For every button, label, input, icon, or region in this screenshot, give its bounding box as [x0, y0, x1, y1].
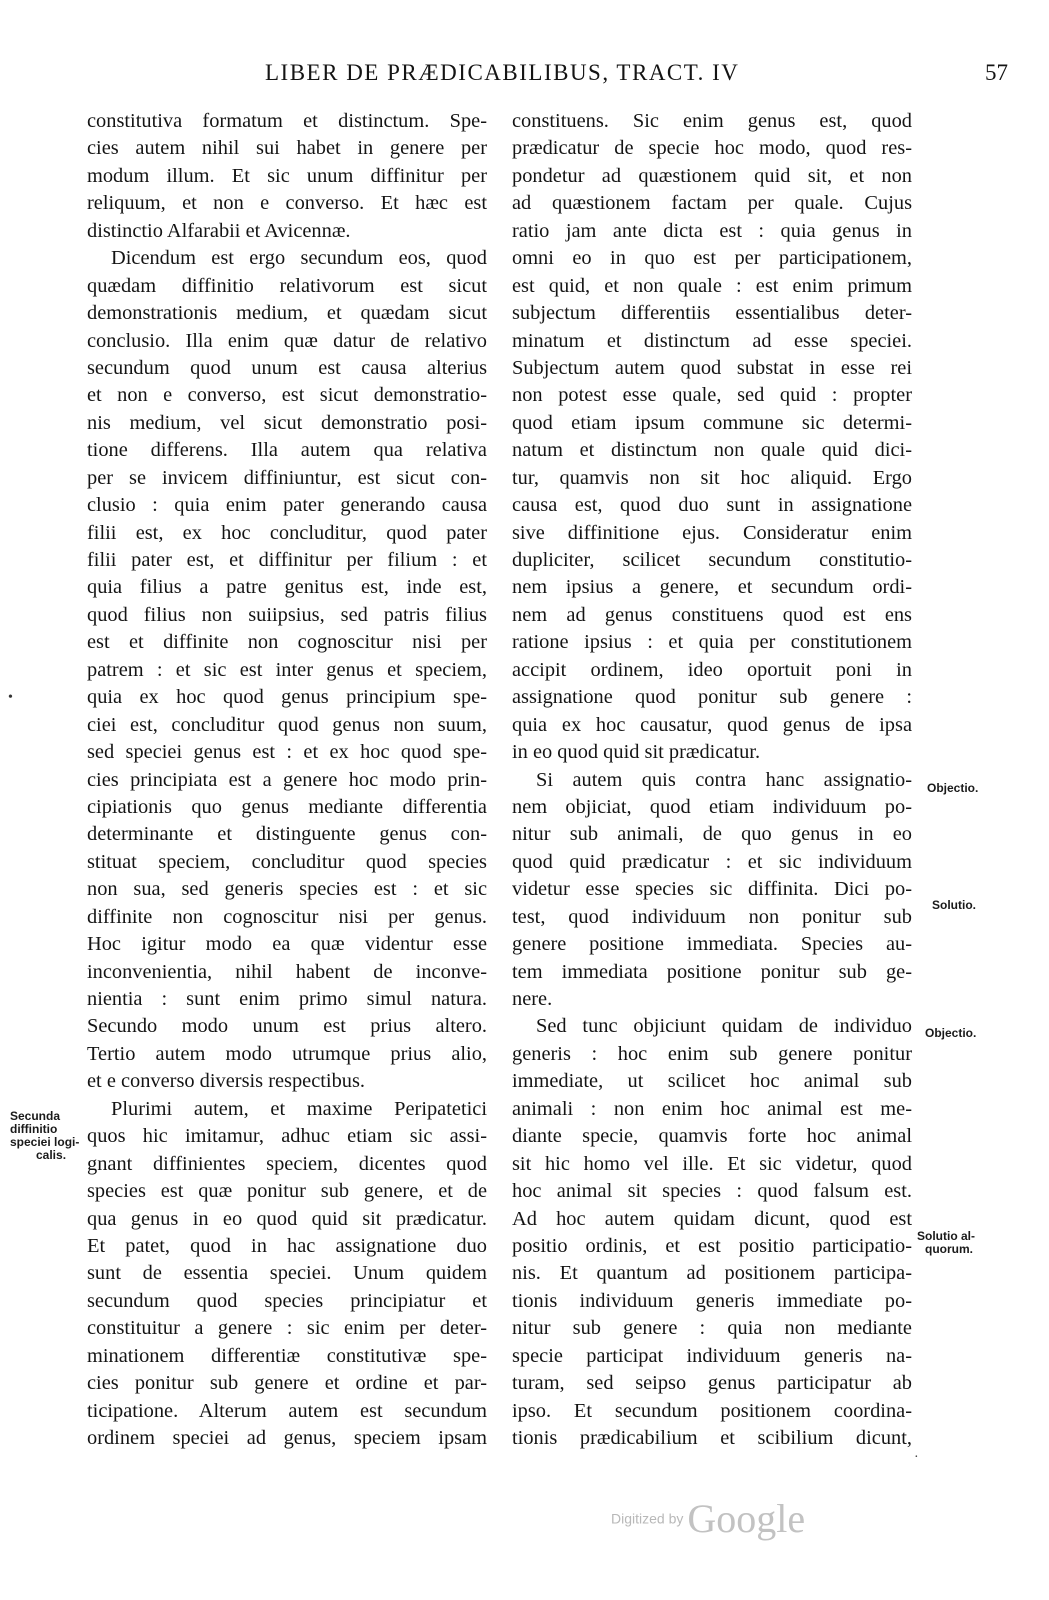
text-line: ticipatione. Alterum autem est secundum — [87, 1399, 487, 1422]
text-line: Sed tunc objiciunt quidam de individuo — [536, 1015, 912, 1038]
page-number: 57 — [985, 60, 1008, 85]
text-line: ordinem speciei ad genus, speciem ipsam — [87, 1427, 487, 1449]
text-line: test, quod individuum non ponitur sub — [512, 905, 912, 928]
text-line: immediate, ut scilicet hoc animal sub — [512, 1070, 912, 1093]
text-line: prædicatur de specie hoc modo, quod res- — [512, 137, 912, 160]
text-line: gnant diffinientes speciem, dicentes quod — [87, 1152, 487, 1175]
text-line: quod quid prædicatur : et sic individuum — [512, 850, 912, 873]
text-line: modum illum. Et sic unum diffinitur per — [87, 164, 487, 187]
stray-mark: • — [8, 690, 13, 705]
text-line: filii est, ex hoc concluditur, quod pater — [87, 521, 487, 544]
text-line: nitur sub genere : quia non mediante — [512, 1317, 912, 1340]
text-line: positio ordinis, et est positio participatio- — [512, 1234, 912, 1257]
text-line: inconvenientia, nihil habent de inconve- — [87, 960, 487, 983]
stray-mark: · — [914, 1450, 919, 1465]
margin-note-line: Secunda — [10, 1109, 61, 1123]
text-line: conclusio. Illa enim quæ datur de relativo — [87, 329, 487, 352]
text-line: et e converso diversis respectibus. — [87, 1070, 366, 1093]
margin-note-line: Solutio al- — [917, 1229, 975, 1243]
text-line: Dicendum est ergo secundum eos, quod — [111, 247, 487, 270]
text-line: nem ipsius a genere, et secundum ordi- — [512, 576, 912, 599]
text-line: tur, quamvis non sit hoc aliquid. Ergo — [512, 466, 912, 489]
text-line: clusio : quia enim pater generando causa — [87, 494, 487, 517]
text-line: sunt de essentia speciei. Unum quidem — [87, 1262, 487, 1285]
text-line: constituens. Sic enim genus est, quod — [512, 110, 912, 132]
right-text-column — [512, 108, 912, 1452]
text-line: species est quæ ponitur sub genere, et de — [87, 1180, 487, 1203]
text-line: sed speciei genus est : et ex hoc quod spe- — [87, 741, 487, 764]
text-line: causa est, quod duo sunt in assignatione — [512, 494, 912, 517]
text-line: ratione ipsius : et quia per constitutionem — [512, 631, 912, 654]
text-line: constituitur a genere : sic enim per deter- — [87, 1317, 487, 1340]
text-line: et non e converso, est sicut demonstratio- — [87, 384, 487, 407]
text-line: generis : hoc enim sub genere ponitur — [512, 1042, 912, 1065]
text-line: tionis individuum generis immediate po- — [512, 1289, 912, 1312]
text-line: non potest esse quale, sed quid : propter — [512, 384, 912, 407]
margin-note-solutio-aliquorum — [917, 1230, 975, 1256]
text-line: omni eo in quo est per participationem, — [512, 247, 912, 270]
margin-note-line: Solutio. — [932, 898, 976, 912]
text-line: Si autem quis contra hanc assignatio- — [536, 768, 912, 791]
text-line: minatum et distinctum ad esse speciei. — [512, 329, 912, 352]
text-line: quos hic imitamur, adhuc etiam sic assi- — [87, 1125, 487, 1148]
text-line: genere positione immediata. Species au- — [512, 933, 912, 956]
text-line: Subjectum autem quod substat in esse rei — [512, 356, 912, 379]
text-line: minationem differentiæ constitutivæ spe- — [87, 1344, 487, 1367]
text-line: distinctio Alfarabii et Avicennæ. — [87, 219, 351, 242]
running-title: LIBER DE PRÆDICABILIBUS, TRACT. IV — [265, 60, 740, 85]
text-line: accipit ordinem, ideo oportuit poni in — [512, 658, 912, 681]
text-line: constitutiva formatum et distinctum. Spe- — [87, 110, 487, 132]
text-line: Hoc igitur modo ea quæ videntur esse — [87, 933, 487, 956]
google-logo: Google — [687, 1496, 806, 1541]
text-line: patrem : et sic est inter genus et speciem, — [87, 658, 487, 681]
text-line: nere. — [512, 988, 553, 1010]
text-line: cies principiata est a genere hoc modo prin- — [87, 768, 487, 791]
text-line: turam, sed seipso genus participatur ab — [512, 1372, 912, 1395]
text-line: cies ponitur sub genere et ordine et par- — [87, 1372, 487, 1395]
text-line: Et patet, quod in hac assignatione duo — [87, 1234, 487, 1257]
running-header — [0, 60, 1049, 90]
text-line: ipso. Et secundum positionem coordina- — [512, 1399, 912, 1422]
text-line: tionis prædicabilium et scibilium dicunt, — [512, 1427, 912, 1449]
text-line: determinante et distinguente genus con- — [87, 823, 487, 846]
margin-note-secunda-diffinitio — [10, 1110, 79, 1162]
digitized-watermark — [611, 1495, 805, 1542]
text-line: tione differens. Illa autem qua relativa — [87, 439, 487, 462]
text-line: diante specie, quamvis forte hoc animal — [512, 1125, 912, 1148]
text-line: quædam diffinitio relativorum est sicut — [87, 274, 487, 297]
text-line: subjectum differentiis essentialibus deter- — [512, 302, 912, 325]
text-line: Secundo modo unum est prius altero. — [87, 1015, 487, 1038]
margin-note-line: Objectio. — [927, 781, 979, 795]
text-line: nis medium, vel sicut demonstratio posi- — [87, 411, 487, 434]
margin-note-line: calis. — [36, 1148, 67, 1162]
text-line: sit hic homo vel ille. Et sic videtur, quod — [512, 1152, 912, 1175]
text-line: cipiationis quo genus mediante differentia — [87, 795, 487, 818]
margin-note-line: diffinitio — [10, 1122, 58, 1136]
text-line: hoc animal sit species : quod falsum est. — [512, 1180, 912, 1203]
text-line: ad quæstionem factam per quale. Cujus — [512, 192, 912, 215]
text-line: assignatione quod ponitur sub genere : — [512, 686, 912, 709]
text-line: pondetur ad quæstionem quid sit, et non — [512, 164, 912, 187]
text-line: ratio jam ante dicta est : quia genus in — [512, 219, 912, 242]
text-line: specie participat individuum generis na- — [512, 1344, 912, 1367]
text-line: Plurimi autem, et maxime Peripatetici — [111, 1097, 487, 1120]
text-line: filii pater est, et diffinitur per filium : et — [87, 549, 487, 571]
text-line: Ad hoc autem quidam dicunt, quod est — [512, 1207, 912, 1230]
text-line: sive diffinitione ejus. Consideratur enim — [512, 521, 912, 544]
margin-note-line: quorum. — [925, 1242, 973, 1256]
margin-note-solutio — [932, 899, 976, 912]
text-line: secundum quod species principiatur et — [87, 1289, 487, 1312]
text-line: Tertio autem modo utrumque prius alio, — [87, 1042, 487, 1065]
left-text-column — [87, 108, 487, 1452]
text-line: tem immediata positione ponitur sub ge- — [512, 960, 912, 983]
text-line: cies autem nihil sui habet in genere per — [87, 137, 487, 160]
text-line: nientia : sunt enim primo simul natura. — [87, 988, 487, 1010]
digitized-by-text: Digitized by — [611, 1510, 684, 1527]
text-line: nitur sub animali, de quo genus in eo — [512, 823, 912, 846]
margin-note-line: Objectio. — [925, 1026, 977, 1040]
text-line: secundum quod unum est causa alterius — [87, 356, 487, 379]
text-line: nem objiciat, quod etiam individuum po- — [512, 795, 912, 818]
text-line: ciei est, concluditur quod genus non suum, — [87, 713, 487, 736]
text-line: non sua, sed generis species est : et sic — [87, 878, 487, 901]
text-line: quia ex hoc quod genus principium spe- — [87, 686, 487, 709]
margin-note-objectio — [925, 1027, 976, 1040]
text-line: dupliciter, scilicet secundum constitutio- — [512, 549, 912, 571]
text-line: quod etiam ipsum commune sic determi- — [512, 411, 912, 434]
text-line: in eo quod quid sit prædicatur. — [512, 741, 761, 764]
text-line: stituat speciem, concluditur quod species — [87, 850, 487, 873]
text-line: natum et distinctum non quale quid dici- — [512, 439, 912, 462]
text-line: nis. Et quantum ad positionem participa- — [512, 1262, 912, 1285]
text-line: demonstrationis medium, et quædam sicut — [87, 302, 487, 325]
text-line: videtur esse species sic diffinita. Dici po- — [512, 878, 912, 901]
text-line: reliquum, et non e converso. Et hæc est — [87, 192, 487, 215]
text-line: quia ex hoc causatur, quod genus de ipsa — [512, 713, 912, 736]
text-line: est et diffinite non cognoscitur nisi per — [87, 631, 487, 654]
text-line: animali : non enim hoc animal est me- — [512, 1097, 912, 1120]
text-line: est quid, et non quale : est enim primum — [512, 274, 912, 297]
text-line: quod filius non suiipsius, sed patris filius — [87, 603, 487, 626]
text-line: quia filius a patre genitus est, inde est, — [87, 576, 487, 599]
text-line: nem ad genus constituens quod est ens — [512, 603, 912, 626]
text-line: per se invicem diffiniuntur, est sicut con- — [87, 466, 487, 489]
text-line: diffinite non cognoscitur nisi per genus. — [87, 905, 487, 928]
margin-note-line: speciei logi- — [10, 1135, 80, 1149]
text-line: qua genus in eo quod quid sit prædicatur. — [87, 1207, 487, 1230]
margin-note-objectio — [927, 782, 978, 795]
